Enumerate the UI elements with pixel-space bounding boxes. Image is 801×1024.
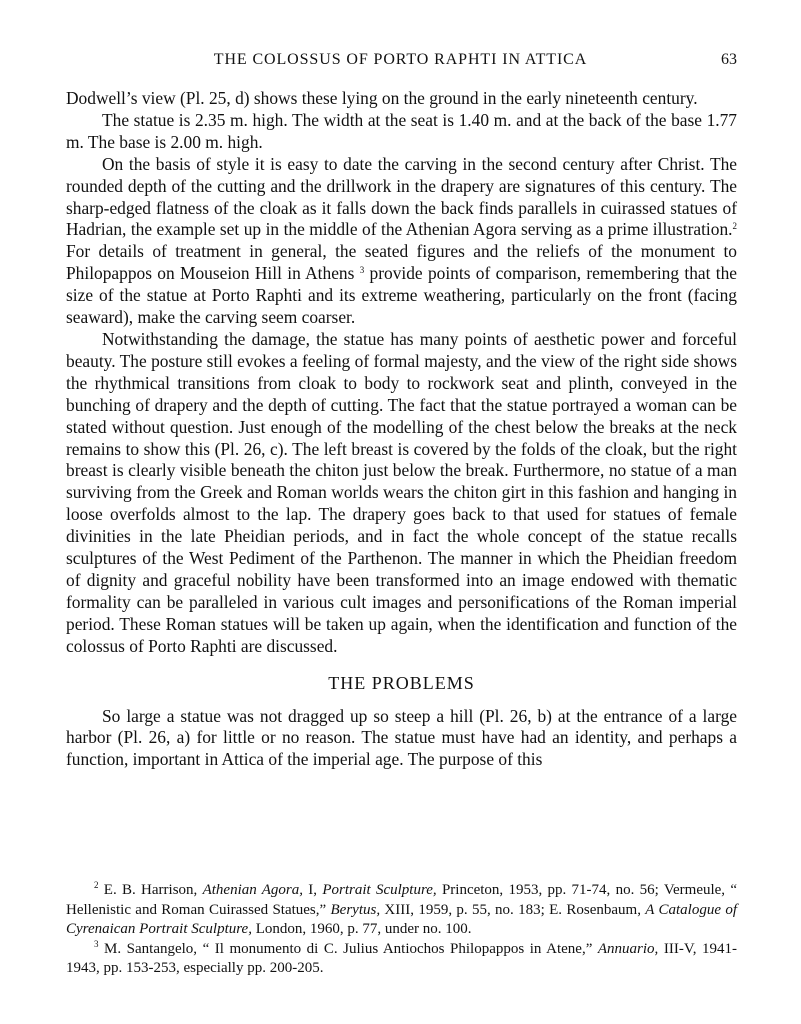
footnote-number: 3 xyxy=(94,938,99,949)
body-text xyxy=(66,88,737,771)
paragraph-3 xyxy=(66,154,737,329)
paragraph-5: So large a statue was not dragged up so steep a hill (Pl. 26, b) at the entrance of a large harbor (Pl. 26, a) for little or no reason. The statue must have had an identity, and perhaps a function, important in Attica of the imperial age. The purpose of this xyxy=(66,705,737,770)
footnote-text: London, 1960, p. 77, under no. 100. xyxy=(251,921,472,937)
page-number: 63 xyxy=(721,51,737,68)
footnote-title: A Catalogue of Cyrenaican Portrait Sculpture, xyxy=(66,901,737,937)
footnote-text: XIII, 1959, p. 55, no. 183; E. Rosenbaum, xyxy=(380,901,646,918)
paragraph-4: Notwithstanding the damage, the statue has many points of aesthetic power and forceful beauty. The posture still evokes a feeling of formal majesty, and the view of the right side shows the rhythmical transitions from cloak to body to rockwork seat and plinth, conveyed in the bunching of drapery and the depth of cutting. The fact that the statue portrayed a woman can be stated without question. Just enough of the modelling of the chest below the breaks at the neck remains to show this (Pl. 26, c). The left breast is covered by the folds of the cloak, but the right breast is clearly visible beneath the chiton just below the break. Furthermore, no statue of a man surviving from the Greek and Roman worlds wears the chiton girt in this fashion and hanging in loose overfolds almost to the lap. The drapery goes back to that used for statues of female divinities in the late Pheidian periods, and in fact the whole concept of the statue recalls sculptures of the West Pediment of the Parthenon. The manner in which the Pheidian freedom of dignity and graceful nobility have been transformed into an image endowed with thematic formality can be paralleled in various cult images and personifications of the Roman imperial period. These Roman statues will be taken up again, when the identification and function of the colossus of Porto Raphti are discussed. xyxy=(66,328,737,656)
footnote-text: E. B. Harrison, xyxy=(98,882,203,898)
footnote-ref-2: 2 xyxy=(732,221,737,232)
footnote-number: 2 xyxy=(94,880,99,890)
footnote-text: Princeton, 1953, pp. 71-74, no. 56; Vermeule, “ Hellenistic and Roman Cuirassed Statues,” xyxy=(66,882,737,918)
footnote-2 xyxy=(66,881,737,940)
section-heading: THE PROBLEMS xyxy=(328,672,475,693)
footnote-text: III-V, 1941-1943, pp. 153-253, especially pp. 200-205. xyxy=(66,940,737,976)
footnote-ref-3: 3 xyxy=(359,265,365,276)
footnote-title: Athenian Agora, xyxy=(202,882,304,898)
footnote-title: Annuario, xyxy=(597,940,659,957)
paragraph-3-part-b: For details of treatment in general, the seated figures and the reliefs of the monument to Philopappos on Mouseion Hill in Athens xyxy=(66,241,737,284)
footnote-text: I, xyxy=(303,882,323,898)
running-head xyxy=(0,50,801,74)
paragraph-2: The statue is 2.35 m. high. The width at the seat is 1.40 m. and at the back of the base 1.77 m. The base is 2.00 m. high. xyxy=(66,109,737,152)
footnote-3 xyxy=(66,940,737,979)
footnote-title: Berytus, xyxy=(330,901,381,918)
footnote-text: M. Santangelo, “ Il monumento di C. Julius Antiochos Philopappos in Atene,” xyxy=(98,940,598,957)
paragraph-3-part-c: provide points of comparison, remembering that the size of the statue at Porto Raphti and its extreme weathering, particularly on the front (facing seaward), make the carving seem coarser. xyxy=(66,263,738,328)
footnotes xyxy=(66,881,737,979)
footnote-title: Portrait Sculpture, xyxy=(322,882,437,898)
paragraph-3-part-a: On the basis of style it is easy to date the carving in the second century after Christ. The rounded depth of the cutting and the drillwork in the drapery are signatures of this century. The sharp-edged flatness of the cloak as it falls down the back finds parallels in cuirassed statues of Hadrian, the example set up in the middle of the Athenian Agora serving as a prime illustration. xyxy=(66,153,737,240)
paragraph-1: Dodwell’s view (Pl. 25, d) shows these lying on the ground in the early nineteenth century. xyxy=(66,88,698,108)
running-title: THE COLOSSUS OF PORTO RAPHTI IN ATTICA xyxy=(213,51,588,68)
